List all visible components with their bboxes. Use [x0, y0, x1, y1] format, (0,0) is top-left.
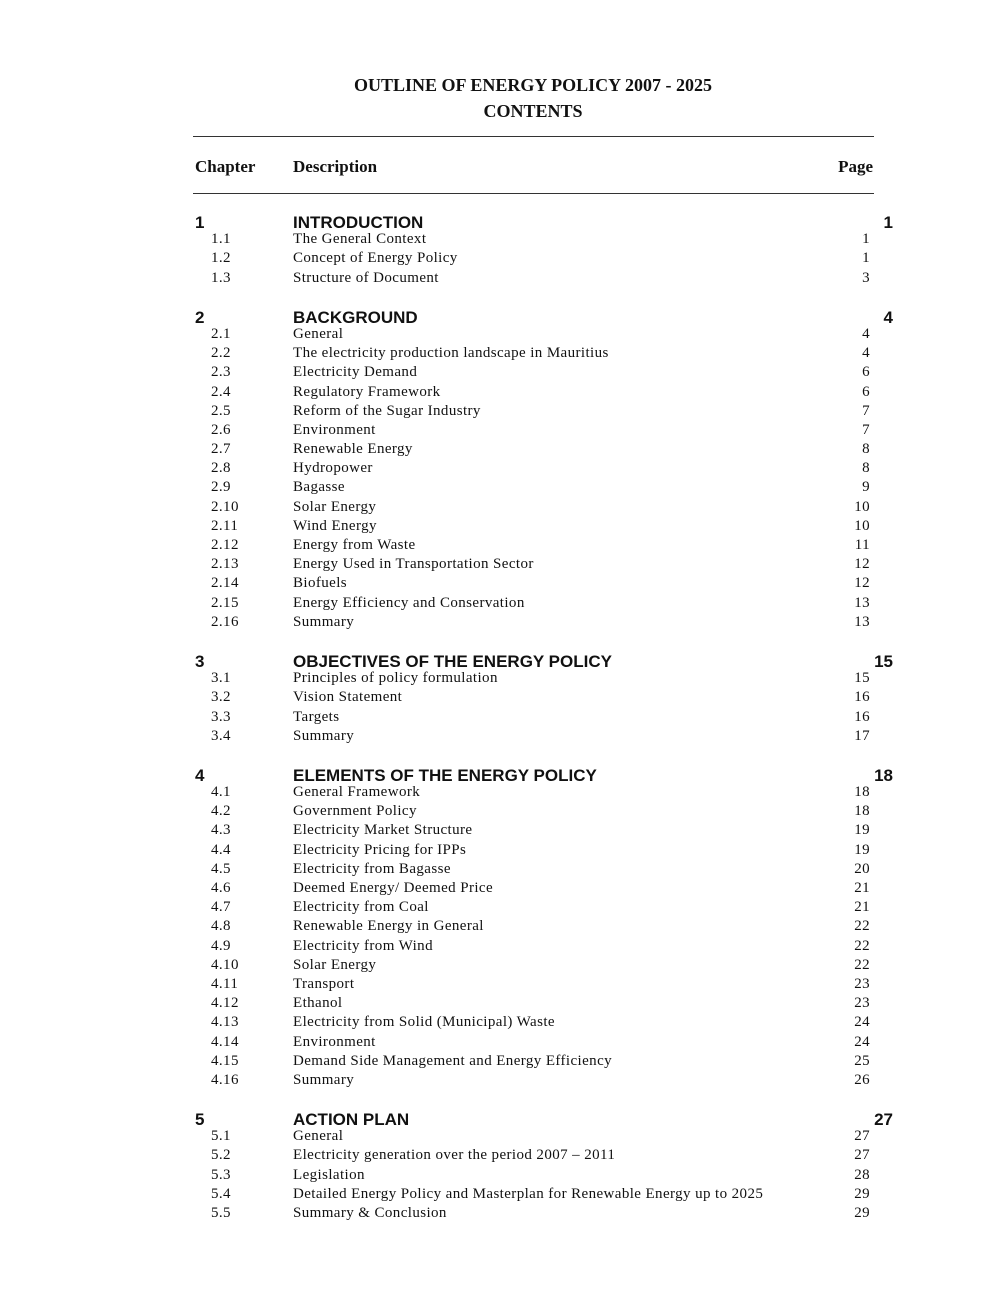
table-of-contents — [0, 212, 1000, 1224]
section-page: 28 — [854, 1166, 870, 1183]
section-page: 29 — [854, 1185, 870, 1202]
section-row[interactable] — [0, 575, 1000, 594]
chapter-number: 4 — [195, 765, 205, 785]
section-number: 4.10 — [211, 956, 239, 973]
section-row[interactable] — [0, 270, 1000, 289]
section-row[interactable] — [0, 499, 1000, 518]
section-title: Solar Energy — [293, 498, 377, 515]
chapter-title: ACTION PLAN — [293, 1110, 410, 1130]
section-title: General — [293, 1128, 344, 1145]
section-title: Vision Statement — [293, 689, 403, 706]
section-row[interactable] — [0, 345, 1000, 364]
section-row[interactable] — [0, 689, 1000, 708]
column-header-page: Page — [838, 157, 873, 176]
section-title: Principles of policy formulation — [293, 670, 498, 687]
section-number: 2.15 — [211, 594, 239, 611]
section-page: 16 — [854, 689, 870, 706]
section-row[interactable] — [0, 556, 1000, 575]
chapter-title: OBJECTIVES OF THE ENERGY POLICY — [293, 651, 612, 671]
section-page: 20 — [854, 860, 870, 877]
section-title: Bagasse — [293, 479, 345, 496]
chapter-row[interactable] — [0, 307, 1000, 326]
chapter-row[interactable] — [0, 1109, 1000, 1128]
section-number: 4.5 — [211, 860, 231, 877]
section-title: Biofuels — [293, 575, 348, 592]
section-title: Electricity generation over the period 2007 – 2011 — [293, 1147, 616, 1164]
section-title: Summary — [293, 613, 355, 630]
section-page: 1 — [862, 231, 870, 248]
section-row[interactable] — [0, 1053, 1000, 1072]
section-title: Environment — [293, 421, 376, 438]
chapter-number: 1 — [195, 213, 205, 232]
section-row[interactable] — [0, 861, 1000, 880]
section-title: Electricity Pricing for IPPs — [293, 841, 467, 858]
section-number: 4.9 — [211, 937, 231, 954]
section-title: Electricity Market Structure — [293, 822, 473, 839]
section-number: 2.2 — [211, 345, 231, 362]
section-number: 4.6 — [211, 880, 231, 896]
section-page: 17 — [854, 727, 870, 744]
section-title: Electricity from Solid (Municipal) Waste — [293, 1014, 555, 1031]
section-title: General — [293, 325, 344, 342]
section-row[interactable] — [0, 364, 1000, 383]
section-row[interactable] — [0, 479, 1000, 498]
section-row[interactable] — [0, 1014, 1000, 1033]
section-page: 24 — [854, 1033, 870, 1050]
section-number: 2.9 — [211, 479, 231, 496]
chapter-number: 2 — [195, 307, 205, 327]
contents-heading: CONTENTS — [483, 101, 583, 121]
section-number: 5.5 — [211, 1205, 231, 1221]
section-title: Regulatory Framework — [293, 383, 441, 400]
section-row[interactable] — [0, 957, 1000, 976]
section-row[interactable] — [0, 441, 1000, 460]
section-page: 8 — [862, 441, 870, 458]
section-number: 2.13 — [211, 556, 239, 573]
section-row[interactable] — [0, 976, 1000, 995]
section-page: 1 — [862, 250, 870, 267]
section-title: Ethanol — [293, 995, 343, 1012]
section-title: Electricity from Bagasse — [293, 860, 451, 877]
section-row[interactable] — [0, 803, 1000, 822]
section-number: 2.7 — [211, 441, 231, 458]
chapter-number: 5 — [195, 1110, 205, 1130]
section-title: Electricity Demand — [293, 364, 418, 381]
section-row[interactable] — [0, 670, 1000, 689]
section-page: 15 — [854, 670, 870, 687]
section-page: 23 — [854, 995, 870, 1012]
section-page: 12 — [854, 575, 870, 592]
section-title: General Framework — [293, 784, 421, 801]
section-number: 2.16 — [211, 613, 239, 630]
section-page: 18 — [854, 803, 870, 820]
column-header-chapter: Chapter — [195, 157, 256, 176]
section-page: 21 — [854, 899, 870, 916]
section-title: Summary — [293, 1071, 355, 1088]
section-page: 22 — [854, 956, 870, 973]
section-title: Renewable Energy in General — [293, 918, 484, 935]
section-number: 4.3 — [211, 822, 231, 839]
section-row[interactable] — [0, 384, 1000, 403]
section-page: 29 — [854, 1205, 870, 1221]
section-page: 8 — [862, 460, 870, 477]
column-header-description: Description — [293, 157, 378, 176]
section-number: 4.2 — [211, 803, 231, 820]
section-title: Targets — [293, 708, 340, 725]
section-title: Detailed Energy Policy and Masterplan for Renewable Energy up to 2025 — [293, 1185, 764, 1202]
section-row[interactable] — [0, 880, 1000, 899]
section-number: 4.4 — [211, 841, 231, 858]
section-page: 6 — [862, 364, 870, 381]
section-page: 10 — [854, 517, 870, 534]
section-title: Hydropower — [293, 460, 373, 477]
section-page: 4 — [862, 325, 870, 342]
section-title: The electricity production landscape in Mauritius — [293, 345, 609, 362]
section-title: Energy Efficiency and Conservation — [293, 594, 525, 611]
section-page: 4 — [862, 345, 870, 362]
section-page: 9 — [862, 479, 870, 496]
section-title: Concept of Energy Policy — [293, 250, 458, 267]
section-title: Deemed Energy/ Deemed Price — [293, 880, 494, 896]
section-number: 2.10 — [211, 498, 239, 515]
section-title: Renewable Energy — [293, 441, 413, 458]
section-row[interactable] — [0, 1072, 1000, 1091]
section-number: 3.3 — [211, 708, 231, 725]
section-number: 2.11 — [211, 517, 239, 534]
section-page: 22 — [854, 918, 870, 935]
section-row[interactable] — [0, 250, 1000, 269]
section-number: 1.3 — [211, 269, 231, 286]
section-number: 2.4 — [211, 383, 231, 400]
section-number: 1.2 — [211, 250, 231, 267]
section-number: 2.14 — [211, 575, 239, 592]
document-title: OUTLINE OF ENERGY POLICY 2007 - 2025 — [353, 75, 713, 95]
section-row[interactable] — [0, 595, 1000, 614]
section-number: 2.3 — [211, 364, 231, 381]
section-row[interactable] — [0, 326, 1000, 345]
section-number: 3.2 — [211, 689, 231, 706]
section-number: 2.1 — [211, 325, 231, 342]
section-row[interactable] — [0, 918, 1000, 937]
chapter-page: 27 — [874, 1110, 893, 1130]
section-page: 25 — [854, 1052, 870, 1069]
section-page: 3 — [862, 269, 870, 286]
header-top-rule — [193, 136, 874, 137]
chapter-page: 1 — [883, 213, 893, 232]
section-row[interactable] — [0, 403, 1000, 422]
section-row[interactable] — [0, 614, 1000, 633]
section-row[interactable] — [0, 842, 1000, 861]
section-row[interactable] — [0, 1167, 1000, 1186]
section-page: 12 — [854, 556, 870, 573]
section-title: Solar Energy — [293, 956, 377, 973]
header-bottom-rule — [193, 193, 874, 194]
section-page: 19 — [854, 822, 870, 839]
section-number: 5.1 — [211, 1128, 231, 1145]
section-number: 2.12 — [211, 537, 239, 553]
section-row[interactable] — [0, 1034, 1000, 1053]
section-title: Summary & Conclusion — [293, 1205, 447, 1221]
section-row[interactable] — [0, 995, 1000, 1014]
section-row[interactable] — [0, 460, 1000, 479]
section-page: 19 — [854, 841, 870, 858]
section-number: 5.2 — [211, 1147, 231, 1164]
section-number: 4.15 — [211, 1052, 239, 1069]
section-title: Summary — [293, 727, 355, 744]
section-row[interactable] — [0, 518, 1000, 537]
chapter-number: 3 — [195, 651, 205, 671]
section-number: 2.6 — [211, 421, 231, 438]
section-title: Electricity from Coal — [293, 899, 429, 916]
section-page: 13 — [854, 594, 870, 611]
chapter-row[interactable] — [0, 212, 1000, 231]
section-row[interactable] — [0, 1186, 1000, 1205]
section-page: 22 — [854, 937, 870, 954]
chapter-page: 18 — [874, 765, 893, 785]
section-number: 4.12 — [211, 995, 239, 1012]
section-page: 21 — [854, 880, 870, 896]
section-page: 24 — [854, 1014, 870, 1031]
section-number: 5.4 — [211, 1185, 231, 1202]
section-page: 13 — [854, 613, 870, 630]
section-number: 4.14 — [211, 1033, 239, 1050]
section-number: 4.8 — [211, 918, 231, 935]
chapter-page: 15 — [874, 651, 893, 671]
section-title: Energy from Waste — [293, 537, 416, 553]
chapter-title: INTRODUCTION — [293, 213, 424, 232]
section-title: Demand Side Management and Energy Efficiency — [293, 1052, 613, 1069]
section-title: Energy Used in Transportation Sector — [293, 556, 534, 573]
section-row[interactable] — [0, 1205, 1000, 1224]
chapter-title: ELEMENTS OF THE ENERGY POLICY — [293, 765, 597, 785]
section-number: 4.7 — [211, 899, 231, 916]
chapter-row[interactable] — [0, 765, 1000, 784]
section-number: 1.1 — [211, 231, 231, 248]
section-page: 18 — [854, 784, 870, 801]
section-row[interactable] — [0, 537, 1000, 556]
section-row[interactable] — [0, 709, 1000, 728]
section-row[interactable] — [0, 784, 1000, 803]
chapter-row[interactable] — [0, 651, 1000, 670]
section-title: Reform of the Sugar Industry — [293, 402, 481, 419]
section-number: 3.1 — [211, 670, 231, 687]
section-page: 26 — [854, 1071, 870, 1088]
section-page: 27 — [854, 1147, 870, 1164]
section-row[interactable] — [0, 231, 1000, 250]
section-number: 4.1 — [211, 784, 231, 801]
section-number: 4.11 — [211, 975, 239, 992]
section-page: 11 — [854, 537, 870, 553]
section-row[interactable] — [0, 938, 1000, 957]
section-page: 23 — [854, 975, 870, 992]
section-page: 10 — [854, 498, 870, 515]
section-row[interactable] — [0, 822, 1000, 841]
chapter-page: 4 — [883, 307, 893, 327]
section-title: Wind Energy — [293, 517, 377, 534]
section-title: Legislation — [293, 1166, 365, 1183]
section-number: 2.5 — [211, 402, 231, 419]
section-page: 6 — [862, 383, 870, 400]
section-title: Electricity from Wind — [293, 937, 433, 954]
section-title: The General Context — [293, 231, 427, 248]
section-title: Transport — [293, 975, 355, 992]
section-page: 16 — [854, 708, 870, 725]
section-title: Structure of Document — [293, 269, 439, 286]
section-row[interactable] — [0, 422, 1000, 441]
section-title: Environment — [293, 1033, 376, 1050]
section-title: Government Policy — [293, 803, 417, 820]
section-row[interactable] — [0, 1128, 1000, 1147]
section-page: 27 — [854, 1128, 870, 1145]
section-number: 4.13 — [211, 1014, 239, 1031]
section-row[interactable] — [0, 1147, 1000, 1166]
section-number: 4.16 — [211, 1071, 239, 1088]
chapter-title: BACKGROUND — [293, 307, 418, 327]
section-number: 2.8 — [211, 460, 231, 477]
section-number: 3.4 — [211, 727, 231, 744]
section-row[interactable] — [0, 899, 1000, 918]
section-page: 7 — [862, 421, 870, 438]
section-row[interactable] — [0, 728, 1000, 747]
section-page: 7 — [862, 402, 870, 419]
section-number: 5.3 — [211, 1166, 231, 1183]
